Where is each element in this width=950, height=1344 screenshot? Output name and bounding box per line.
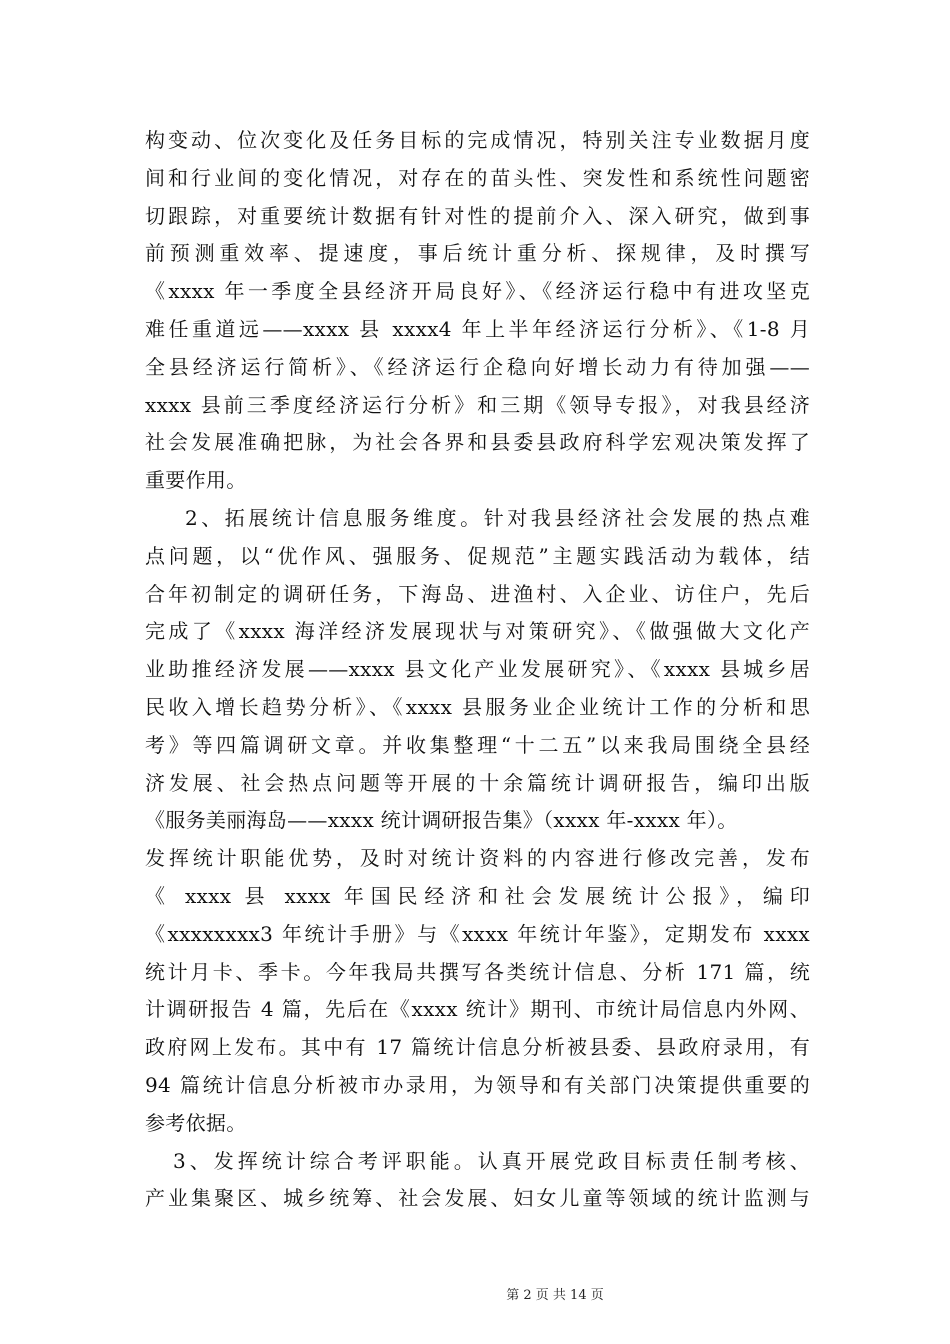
- text-line: 社会发展准确把脉，为社会各界和县委县政府科学宏观决策发挥了: [145, 430, 810, 455]
- paragraph-2-start: 2、拓展统计信息服务维度。针对我县经济社会发展的热点难: [185, 505, 810, 530]
- body-text: [145, 122, 810, 1218]
- text-line: 民收入增长趋势分析》、《xxxx 县服务业企业统计工作的分析和思: [145, 694, 810, 719]
- text-line: xxxx 县前三季度经济运行分析》和三期《领导专报》，对我县经济: [145, 392, 810, 417]
- text-line: 《 xxxx 县 xxxx 年国民经济和社会发展统计公报》，编印: [145, 883, 810, 908]
- text-line: 计调研报告 4 篇，先后在《xxxx 统计》期刊、市统计局信息内外网、: [145, 997, 810, 1022]
- text-line: 重要作用。: [145, 468, 247, 493]
- text-line: 政府网上发布。其中有 17 篇统计信息分析被县委、县政府录用，有: [145, 1035, 810, 1060]
- text-line: 业助推经济发展——xxxx 县文化产业发展研究》、《xxxx 县城乡居: [145, 657, 810, 682]
- text-line: 切跟踪，对重要统计数据有针对性的提前介入、深入研究，做到事: [145, 203, 810, 228]
- text-line: 产业集聚区、城乡统筹、社会发展、妇女儿童等领域的统计监测与: [145, 1186, 810, 1211]
- text-line: 点问题，以“优作风、强服务、促规范”主题实践活动为载体，结: [145, 543, 810, 568]
- paragraph-3-start: 3、发挥统计综合考评职能。认真开展党政目标责任制考核、: [173, 1148, 810, 1173]
- text-line: 前预测重效率、提速度，事后统计重分析、探规律，及时撰写: [145, 241, 810, 266]
- text-line: 《xxxxxxxx3 年统计手册》与《xxxx 年统计年鉴》，定期发布 xxxx: [145, 921, 810, 946]
- text-line: 《xxxx 年一季度全县经济开局良好》、《经济运行稳中有进攻坚克: [145, 279, 810, 304]
- text-line: 考》等四篇调研文章。并收集整理“十二五”以来我局围绕全县经: [145, 732, 810, 757]
- page-number-footer: 第 2 页 共 14 页: [506, 1288, 604, 1303]
- text-line: 统计月卡、季卡。今年我局共撰写各类统计信息、分析 171 篇，统: [145, 959, 810, 984]
- text-line: 间和行业间的变化情况，对存在的苗头性、突发性和系统性问题密: [145, 165, 810, 190]
- text-line: 合年初制定的调研任务，下海岛、进渔村、入企业、访住户，先后: [145, 581, 810, 606]
- text-line: 难任重道远——xxxx 县 xxxx4 年上半年经济运行分析》、《1-8 月: [145, 316, 810, 341]
- text-line: 构变动、位次变化及任务目标的完成情况，特别关注专业数据月度: [145, 128, 810, 152]
- text-line: 94 篇统计信息分析被市办录用，为领导和有关部门决策提供重要的: [145, 1072, 810, 1097]
- text-line: 参考依据。: [145, 1110, 247, 1135]
- text-line: 济发展、社会热点问题等开展的十余篇统计调研报告，编印出版: [145, 770, 810, 795]
- text-line: 发挥统计职能优势，及时对统计资料的内容进行修改完善，发布: [145, 846, 810, 871]
- text-line: 《服务美丽海岛——xxxx 统计调研报告集》（xxxx 年-xxxx 年）。: [145, 808, 738, 833]
- text-line: 完成了《xxxx 海洋经济发展现状与对策研究》、《做强做大文化产: [145, 619, 810, 644]
- text-line: 全县经济运行简析》、《经济运行企稳向好增长动力有待加强——: [145, 354, 810, 379]
